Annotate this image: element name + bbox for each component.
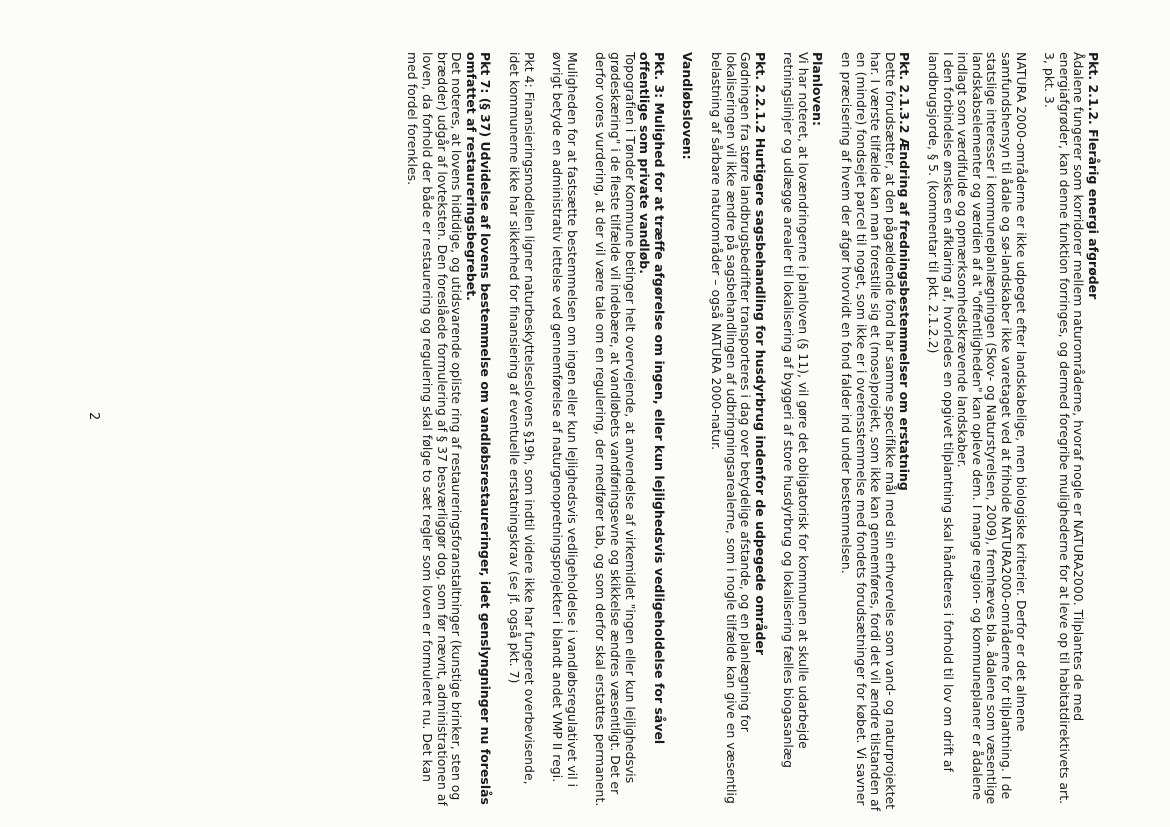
section-heading: Pkt. 3: Mulighed for at træffe afgørelse om ingen, eller kun lejlighedsvis vedligeholdelse for såvel offentlige som private vandløb. <box>637 52 667 745</box>
page-number: 2 <box>86 412 101 421</box>
section-husdyrbrug <box>708 52 766 812</box>
section-finansiering <box>506 52 535 812</box>
section-heading: Pkt. 2.2.1.2 Hurtigere sagsbehandling for husdyrbrug indenfor de udpegede områder <box>752 52 768 655</box>
section-heading: Pkt. 2.1.2. Flerårig energi afgrøder <box>1086 52 1101 300</box>
section-body: Det noteres, at lovens hidtidige, og utidsvarende opliste ring af restaureringsforanstaltninger (kunstige brinker, sten og brædder) udgår af lovteksten. Den foreslåede formulering af § 37 besværliggør dog, som før nævnt, administrationen af loven, da forhold der både er restaurering og regulering skal følge to sæt regler som loven er formuleret nu. Det kan med fordel forenkles. <box>405 52 465 806</box>
section-body: Topografien i Tønder Kommune betinger helt overvejende, at anvendelse af virkemidlet "ingen eller kun lejlighedsvis grødeskæring" i de fleste tilfælde vil indebære, at vandløbets vandføringsevne og skikkelse ændres væsentligt. Det er derfor vores vurdering, at der vil være tale om en regulering, der medfører tab, og som derfor skal erstattes permanent. <box>593 52 638 807</box>
section-natura2000 <box>925 52 1027 812</box>
section-vandlobsregulativ <box>550 52 579 812</box>
section-fredningsbestemmelser <box>839 52 912 812</box>
section-heading: Planloven: <box>810 52 826 127</box>
section-vandlobsloven <box>680 52 695 812</box>
section-planloven <box>781 52 825 812</box>
section-body: Dette forudsætter, at den pågældende fond har samme specifikke mål med sin erhvervelse som vand- og naturprojektet har. I værste tilfælde kan man forestille sig et (mose)projekt, som ikke kan gennemføres, fordi det vil ændre tilstanden af en (mindre) fondsejet parcel til noget, som ikke er i overensstemmelse med fondets forudsætninger for købet. Vi savner en præcisering af hvem der afgør hvorvidt en fond falder ind under bestemmelsen. <box>839 52 898 812</box>
section-body: I den forbindelse ønskes en afklaring af, hvorledes en opgivet tilplantning skal håndteres i forhold til lov om drift af landbrugsjorde, § 5. (kommentar til pkt. 2.1.2.2) <box>926 52 956 772</box>
section-body: Ådalene fungerer som korridorer mellem naturområderne, hvoraf nogle er NATURA2000. Tilplantes de med energiafgrøder, kan denne funktion forringes, og dermed foregribe mulighederne for at leve op til habitatdirektivets art. 3, pkt. 3. <box>1042 52 1087 805</box>
section-heading: Pkt 7: (§ 37) Udvidelse af lovens bestemmelse om vandløbsrestaureringer, idet genslyngninger nu foreslås omfattet af restaureringsbegrebet. <box>463 52 494 805</box>
section-body: Muligheden for at fastsætte bestemmelsen om ingen eller kun lejlighedsvis vedligeholdelse i vandløbsregulativet vil i øvrigt betyde en administrativ lettelse ved gennemførelse af naturgenopretningsprojekter i blandt andet VMP II regi. <box>550 52 580 788</box>
section-heading: Pkt. 2.1.3.2 Ændring af fredningsbestemmelser om erstatning <box>897 52 913 491</box>
section-flerarig-energi <box>1042 52 1100 812</box>
section-body: NATURA 2000-områderne er ikke udpeget efter landskabelige, men biologiske kriterier. Derfor er det almene samfundshensyn til ådale og sø-landskaber ikke varetaget ved at friholde NATURA2000-områderne for tilplantning. I de statslige interesser i kommuneplanlægningen (Skov- og Naturstyrelsen, 2009), fremhæves bla. ådalene som væsentlige landskabselementer og værdien af at "offentligheden" kan opleve dem. I mange region- og kommuneplaner er ådalene indlagt som værdifulde og opmærksomhedskrævende landskaber. <box>955 52 1029 805</box>
section-body: Vi har noteret, at lovændringerne i planloven (§ 11), vil gøre det obligatorisk for kommunen at skulle udarbejde retningslinjer og udlægge arealer til lokalisering af byggeri af store husdyrbrug og lokalisering fælles biogasanlæg <box>781 52 811 768</box>
section-restaurering <box>405 52 493 812</box>
section-vedligeholdelse <box>593 52 666 812</box>
section-body: Pkt 4: Finansieringsmodellen ligner naturbeskyttelseslovens §19h, som indtil videre ikke har fungeret overbevisende, idet kommunerne ikke har sikkerhed for finansiering af eventuelle erstatningskrav (se jf. også pkt. 7) <box>507 52 537 785</box>
section-body: Gødningen fra større landbrugsbedrifter transporteres i dag over betydelige afstande, og en planlægning for lokaliseringen vil ikke ændre på sagsbehandlingen af udbringningsarealerne, som i nogle tilfælde kan give en væsentlig belastning af sårbare naturområder – også NATURA 2000-natur. <box>708 52 754 804</box>
document-page <box>85 52 1100 812</box>
section-heading: Vandløbsloven: <box>680 52 696 160</box>
